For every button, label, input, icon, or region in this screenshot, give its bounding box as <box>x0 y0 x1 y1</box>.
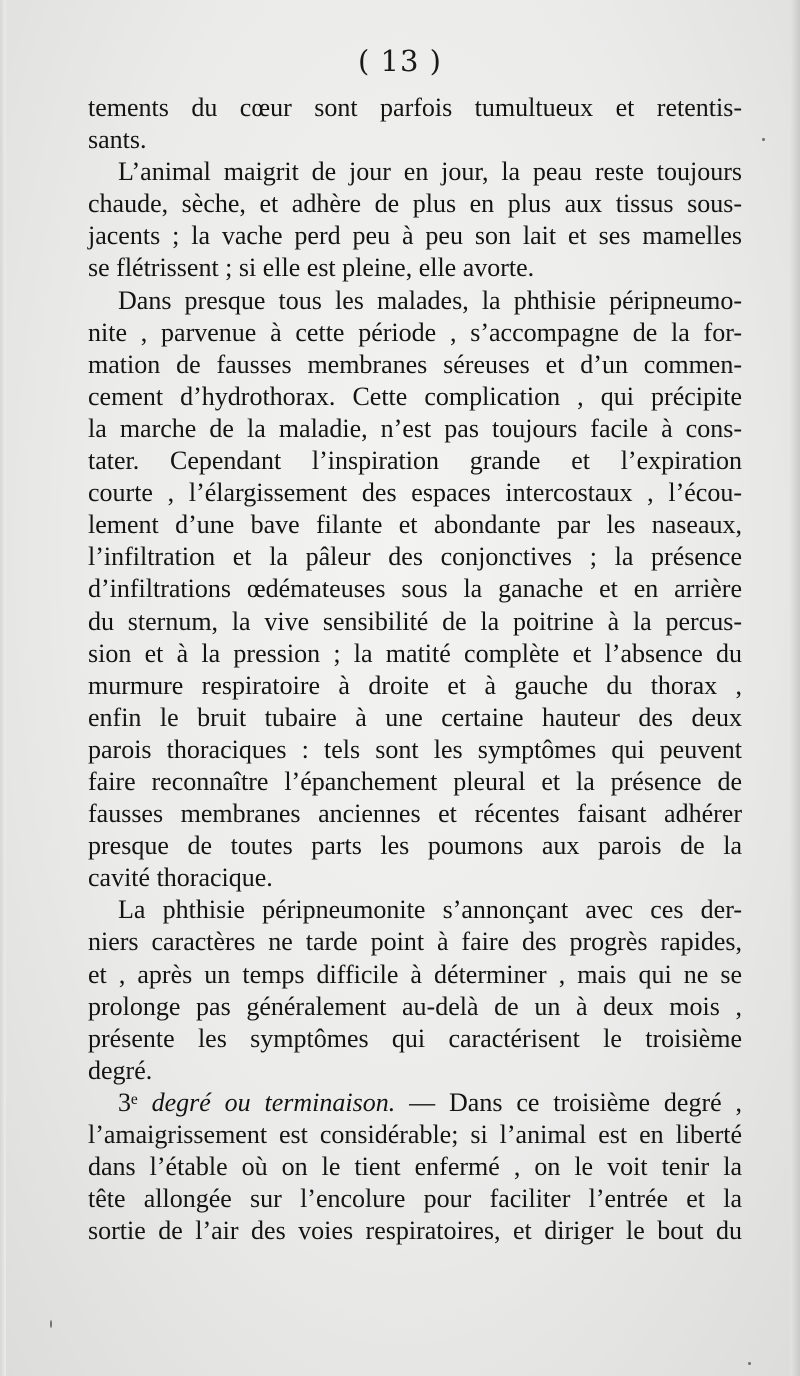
text-line: Dans presque tous les malades, la phthisie péripneumo- <box>118 285 742 315</box>
text-line: jacents ; la vache perd peu à peu son lait et ses mamelles <box>88 221 742 251</box>
paper-speck <box>50 1320 52 1328</box>
text-line: degré. <box>88 1055 153 1085</box>
text-line: fausses membranes anciennes et récentes faisant adhérer <box>88 799 742 829</box>
paragraph-3 <box>88 285 742 895</box>
text-line: mation de fausses membranes séreuses et d’un commen- <box>88 349 742 379</box>
text-line: murmure respiratoire à droite et à gauche du thorax , <box>88 670 742 700</box>
section-number: 3ᵉ <box>118 1087 138 1117</box>
paragraph-5 <box>88 1087 742 1247</box>
paragraph-4 <box>88 894 742 1087</box>
text-line: sion et à la pression ; la matité complète et l’absence du <box>88 638 742 668</box>
text-line: prolonge pas généralement au-delà de un à deux mois , <box>88 991 742 1021</box>
paper-speck <box>748 1362 751 1365</box>
text-line: sants. <box>88 125 147 155</box>
text-line: tête allongée sur l’encolure pour faciliter l’entrée et la <box>88 1184 742 1214</box>
text-line: dans l’étable où on le tient enfermé , on le voit tenir la <box>88 1152 742 1182</box>
text-line: cement d’hydrothorax. Cette complication , qui précipite <box>88 381 742 411</box>
paragraph-2 <box>88 156 742 284</box>
text-line: enfin le bruit tubaire à une certaine hauteur des deux <box>88 702 742 732</box>
text-line: l’infiltration et la pâleur des conjonctives ; la présence <box>88 542 742 572</box>
section-heading: degré ou terminaison. <box>151 1087 396 1117</box>
text-line: niers caractères ne tarde point à faire des progrès rapides, <box>88 927 742 957</box>
text-line: parois thoraciques : tels sont les symptômes qui peuvent <box>88 734 742 764</box>
text-line: La phthisie péripneumonite s’annonçant avec ces der- <box>118 895 742 925</box>
text-line: faire reconnaître l’épanchement pleural et la présence de <box>88 766 742 796</box>
text-line: du sternum, la vive sensibilité de la poitrine à la percus- <box>88 606 742 636</box>
text-line: L’animal maigrit de jour en jour, la peau reste toujours <box>118 157 742 187</box>
text-line: tements du cœur sont parfois tumultueux et retentis- <box>88 93 742 122</box>
text-line: cavité thoracique. <box>88 863 273 893</box>
text-line: chaude, sèche, et adhère de plus en plus aux tissus sous- <box>88 189 742 219</box>
text-line: d’infiltrations œdémateuses sous la ganache et en arrière <box>88 574 742 604</box>
text-line: tater. Cependant l’inspiration grande et l’expiration <box>88 446 742 476</box>
text-line: et , après un temps difficile à déterminer , mais qui ne se <box>88 959 742 989</box>
text-line: se flétrissent ; si elle est pleine, elle avorte. <box>88 253 535 283</box>
text-line: courte , l’élargissement des espaces intercostaux , l’écou- <box>88 478 742 508</box>
text-line: lement d’une bave filante et abondante par les naseaux, <box>88 510 742 540</box>
text-line <box>88 1087 742 1119</box>
text-line: l’amaigrissement est considérable; si l’animal est en liberté <box>88 1120 742 1149</box>
body-text <box>88 92 742 1247</box>
text-line: presque de toutes parts les poumons aux parois de la <box>88 831 742 861</box>
text-line: présente les symptômes qui caractérisent le troisième <box>88 1023 742 1053</box>
text-line: sortie de l’air des voies respiratoires, et diriger le bout du <box>88 1216 742 1246</box>
text-run: — Dans ce troisième degré , <box>395 1087 743 1117</box>
paragraph-1 <box>88 92 742 156</box>
text-line: la marche de la maladie, n’est pas toujours facile à cons- <box>88 413 742 443</box>
page-left-edge <box>0 0 6 1376</box>
page-number: ( 13 ) <box>358 44 442 78</box>
text-line: nite , parvenue à cette période , s’accompagne de la for- <box>88 317 742 347</box>
page-right-edge <box>790 0 800 1376</box>
paper-speck <box>762 138 765 141</box>
